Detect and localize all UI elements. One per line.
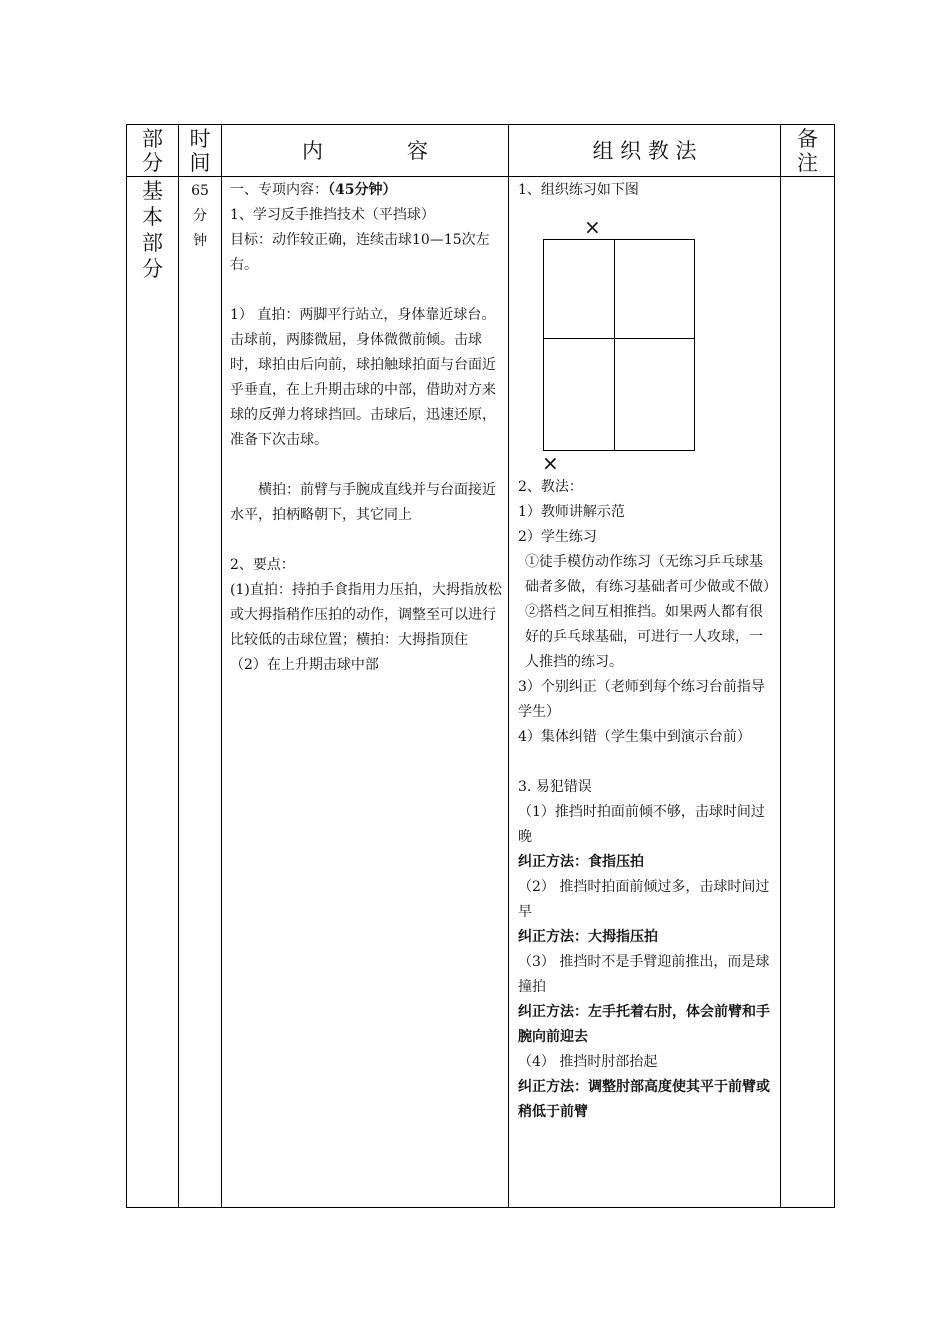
content-cell [222,177,509,1208]
method-fix-1: 纠正方法：食指压拍 [518,854,644,870]
header-part [127,125,179,177]
content-title-text: 一、专项内容： [230,182,328,198]
content-straight-grip: 1） 直拍：两脚平行站立，身体靠近球台。击球前，两膝微屈，身体微微前倾。击球时，球拍由后向前，球拍触球拍面与台面近乎垂直，在上升期击球的中部，借助对方来球的反弹力将球挡回。击球后，迅速还原，准备下次击球。 [230,307,496,448]
method-teach-2: 2）学生练习 [518,529,597,545]
method-teach-1: 1）教师讲解示范 [518,504,625,520]
court-center-line [614,240,615,450]
table-tennis-court [543,239,695,451]
method-line-1: 1、组织练习如下图 [518,182,639,198]
practice-diagram [518,203,774,475]
header-remarks-char-2: 注 [797,150,818,175]
method-error-4: （4） 推挡时肘部抬起 [518,1054,658,1070]
part-char-1: 基 [142,179,163,203]
basic-part-row [127,177,835,1208]
part-char-4: 分 [142,257,163,281]
table-header-row [127,125,835,177]
method-errors-title: 3. 易犯错误 [518,779,592,795]
part-char-3: 部 [142,231,163,255]
content-title-duration: （45分钟） [328,182,397,198]
time-cell [179,177,222,1208]
method-cell [509,177,781,1208]
content-point-2: （2）在上升期击球中部 [230,657,379,673]
header-time [179,125,222,177]
method-teach-3: 3）个别纠正（老师到每个练习台前指导学生） [518,679,765,720]
header-part-char-1: 部 [142,126,163,151]
method-teach-2a: ①徒手模仿动作练习（无练习乒乓球基础者多做，有练习基础者可少做或不做） [525,554,777,595]
method-teach-4: 4）集体纠错（学生集中到演示台前） [518,729,751,745]
content-point-1: (1)直拍：持拍手食指用力压拍，大拇指放松或大拇指稍作压拍的动作，调整至可以进行比较低的击球位置；横拍：大拇指顶住 [230,582,502,648]
player-mark-bottom: × [542,451,559,475]
header-part-char-2: 分 [142,150,163,175]
lesson-plan-table [126,124,835,1208]
content-horizontal-grip: 横拍：前臂与手腕成直线并与台面接近水平，拍柄略朝下，其它同上 [230,482,496,523]
content-points-title: 2、要点： [230,557,295,573]
remarks-cell [781,177,835,1208]
method-teach-2b: ②搭档之间互相推挡。如果两人都有很好的乒乓球基础，可进行一人攻球，一人推挡的练习。 [525,604,763,670]
content-line-1: 1、学习反手推挡技术（平挡球） [230,207,435,223]
header-content [222,125,509,177]
method-error-1: （1）推挡时拍面前倾不够，击球时间过晚 [518,804,765,845]
court-net-line [544,338,694,339]
time-unit-1: 分 [193,208,207,224]
method-fix-2: 纠正方法：大拇指压拍 [518,929,658,945]
part-cell [127,177,179,1208]
header-method [509,125,781,177]
part-char-2: 本 [142,205,163,229]
content-title [230,178,502,203]
header-content-label: 内 容 [302,138,428,163]
method-error-3: （3） 推挡时不是手臂迎前推出，而是球撞拍 [518,954,770,995]
time-unit-2: 钟 [193,233,207,249]
method-error-2: （2） 推挡时拍面前倾过多，击球时间过早 [518,879,770,920]
header-time-char-1: 时 [189,126,211,151]
header-method-label: 组 织 教 法 [592,138,697,163]
player-mark-top: × [584,215,601,239]
header-remarks-char-1: 备 [797,126,818,151]
header-time-char-2: 间 [189,150,211,175]
method-fix-4: 纠正方法：调整肘部高度使其平于前臂或稍低于前臂 [518,1079,770,1120]
method-fix-3: 纠正方法：左手托着右肘，体会前臂和手腕向前迎去 [518,1004,770,1045]
method-teach-title: 2、教法： [518,479,583,495]
header-remarks [781,125,835,177]
time-minutes: 65 [191,183,209,199]
content-goal: 目标：动作较正确，连续击球10—15次左右。 [230,232,490,273]
